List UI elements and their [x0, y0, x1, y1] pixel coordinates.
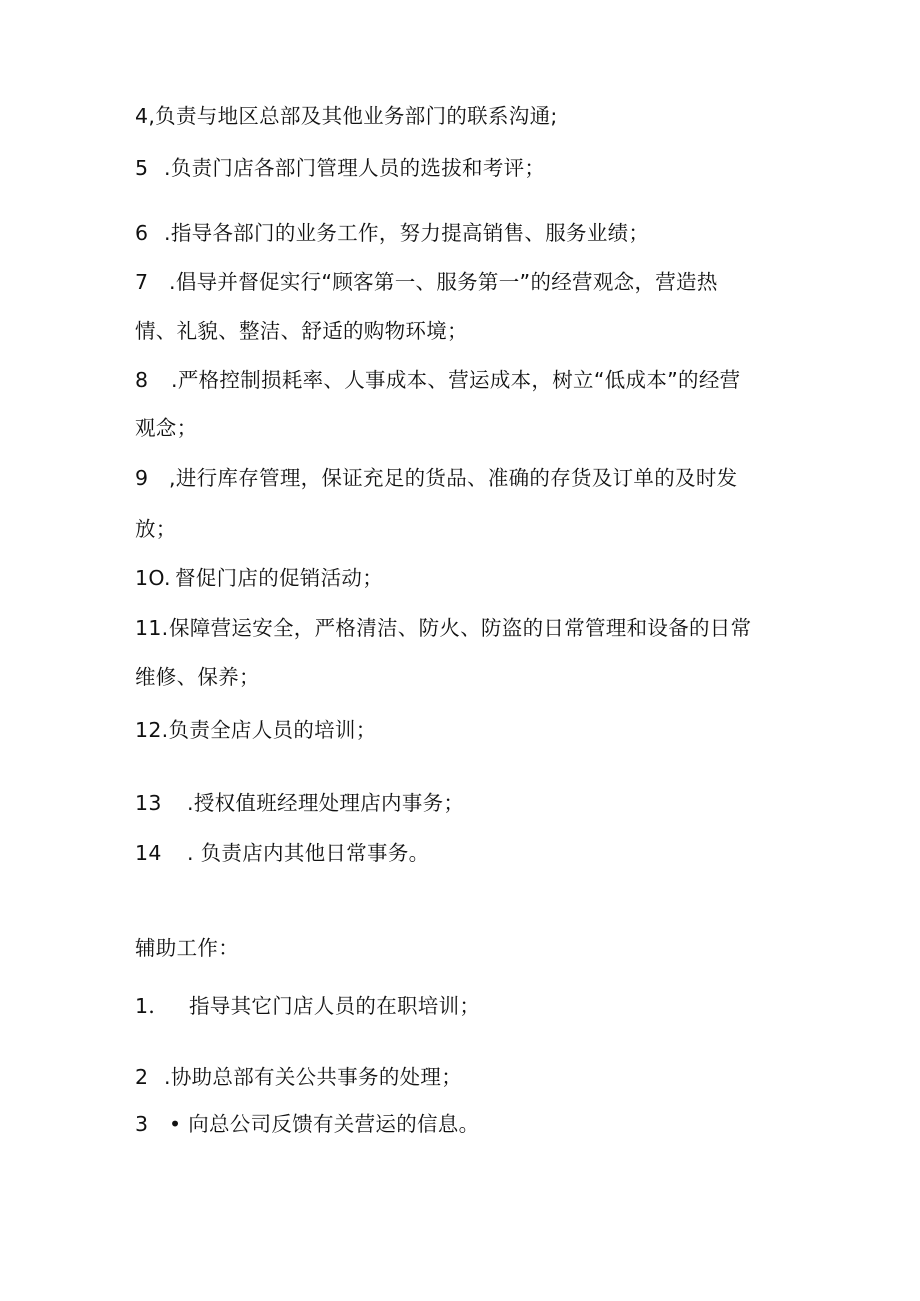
- item-number: 2: [135, 1065, 149, 1089]
- item-number: 1O.: [135, 566, 171, 590]
- item-number: 7: [135, 270, 149, 294]
- auxiliary-heading: 辅助工作：: [135, 936, 239, 960]
- auxiliary-item-1: [135, 993, 480, 1019]
- duty-9-continuation: 放；: [135, 517, 177, 541]
- item-text: .倡导并督促实行“顾客第一、服务第一”的经营观念，营造热: [169, 270, 718, 294]
- item-number: 1．: [135, 994, 170, 1018]
- item-number: 4,: [135, 104, 156, 128]
- duty-7-continuation: 情、礼貌、整洁、舒适的购物环境；: [135, 319, 468, 343]
- auxiliary-item-2: [135, 1064, 462, 1090]
- duty-11-continuation: 维修、保养；: [135, 665, 260, 689]
- duty-14: [135, 840, 429, 866]
- duty-10: [135, 565, 383, 591]
- duty-11: [135, 615, 751, 641]
- duty-5: [135, 155, 545, 181]
- duty-12: [135, 717, 377, 743]
- item-text: 指导其它门店人员的在职培训；: [189, 994, 481, 1018]
- item-text: . 负责店内其他日常事务。: [187, 841, 430, 865]
- item-text: • 向总公司反馈有关营运的信息。: [169, 1112, 480, 1136]
- item-number: 14: [135, 841, 162, 865]
- item-number: 8: [135, 368, 149, 392]
- item-text: .授权值班经理处理店内事务；: [187, 791, 465, 815]
- item-number: 12.: [135, 718, 169, 742]
- duty-4: [135, 103, 558, 129]
- item-number: 3: [135, 1112, 149, 1136]
- item-text: .严格控制损耗率、人事成本、营运成本，树立“低成本”的经营: [171, 368, 741, 392]
- duty-9: [135, 465, 737, 491]
- item-number: 9: [135, 466, 149, 490]
- item-number: 13: [135, 791, 162, 815]
- item-text: .负责门店各部门管理人员的选拔和考评；: [164, 156, 546, 180]
- item-number: 6: [135, 221, 149, 245]
- duty-7: [135, 269, 718, 295]
- item-text: 保障营运安全，严格清洁、防火、防盗的日常管理和设备的日常: [169, 616, 752, 640]
- item-number: 11.: [135, 616, 169, 640]
- item-text: .指导各部门的业务工作，努力提高销售、服务业绩；: [164, 221, 650, 245]
- item-number: 5: [135, 156, 149, 180]
- duty-8: [135, 367, 740, 393]
- item-text: 负责与地区总部及其他业务部门的联系沟通;: [155, 104, 558, 128]
- item-text: 负责全店人员的培训；: [168, 718, 377, 742]
- duty-8-continuation: 观念；: [135, 416, 198, 440]
- duty-6: [135, 220, 649, 246]
- duty-13: [135, 790, 464, 816]
- item-text: ,进行库存管理，保证充足的货品、准确的存货及订单的及时发: [169, 466, 738, 490]
- item-text: 督促门店的促销活动；: [175, 566, 383, 590]
- item-text: .协助总部有关公共事务的处理；: [164, 1065, 463, 1089]
- auxiliary-item-3: [135, 1111, 479, 1137]
